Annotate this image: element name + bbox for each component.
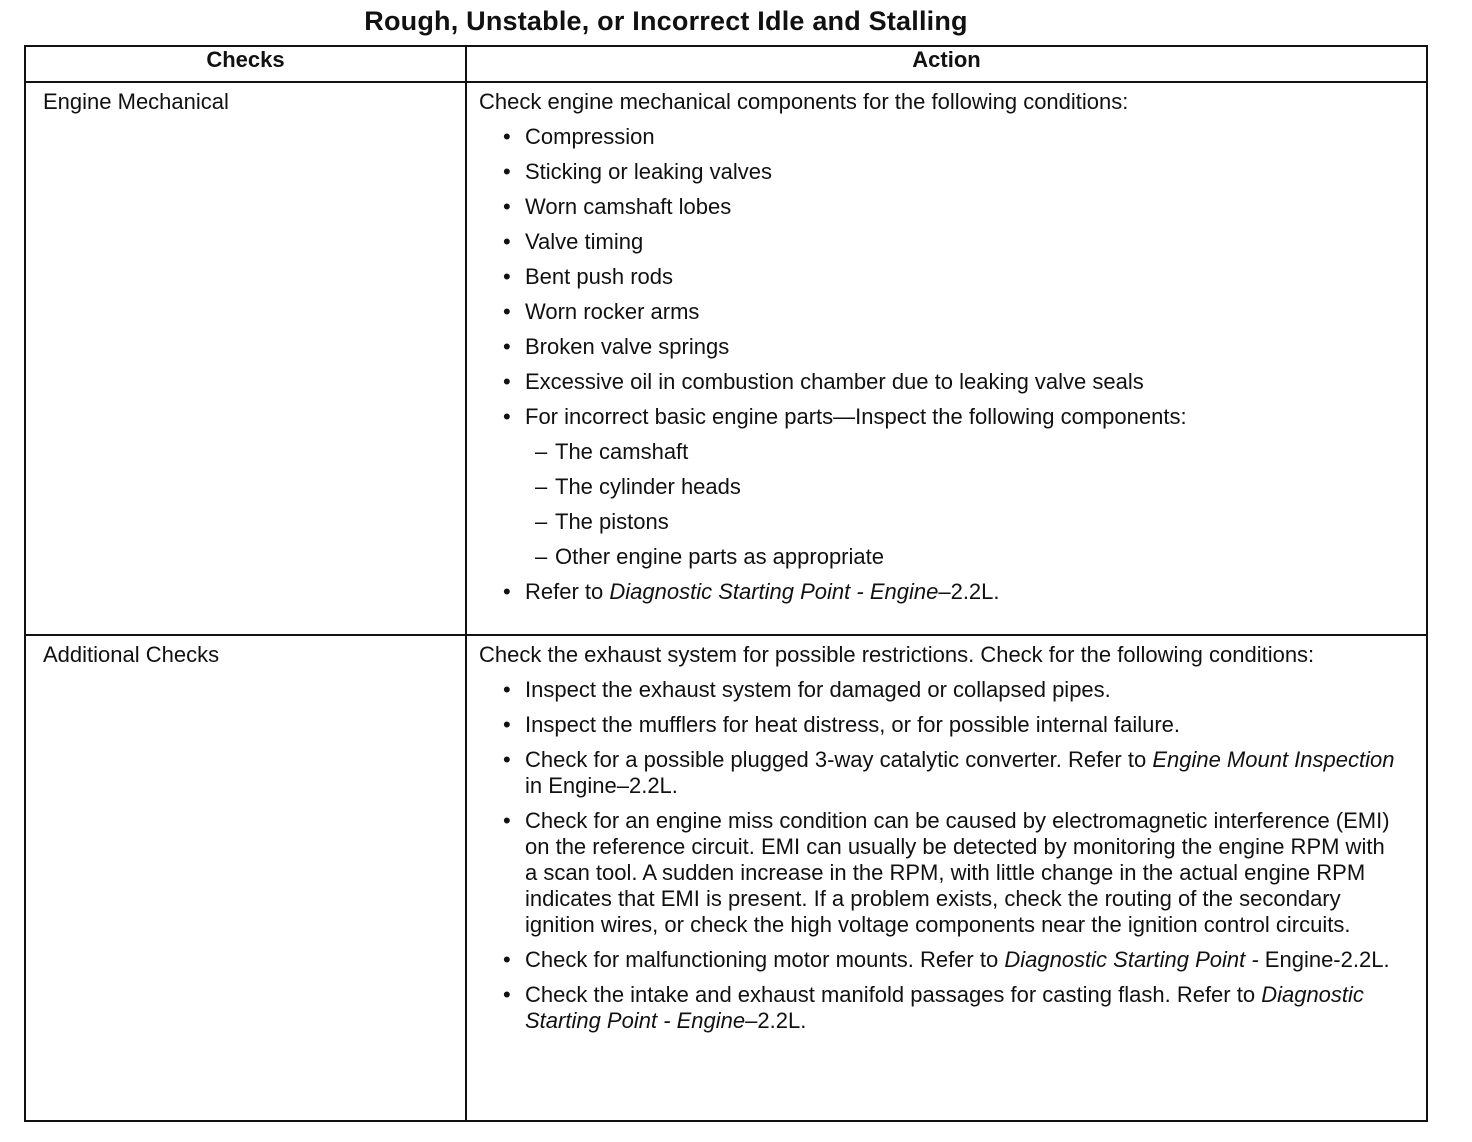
item-suffix: Engine-2.2L. xyxy=(1264,947,1390,972)
condition-list xyxy=(479,124,1402,605)
item-reference: Diagnostic Starting Point - Engine xyxy=(525,982,1364,1033)
action-cell xyxy=(466,635,1427,1121)
list-item xyxy=(501,982,1402,1034)
refer-suffix: –2.2L. xyxy=(938,579,1000,604)
item-reference: Diagnostic Starting Point - xyxy=(1004,947,1265,972)
list-item xyxy=(501,947,1402,973)
header-action: Action xyxy=(466,46,1427,82)
sub-list-item: – The pistons xyxy=(535,509,1402,535)
item-prefix: Check for malfunctioning motor mounts. Refer to xyxy=(525,947,1005,972)
list-item: • Broken valve springs xyxy=(501,334,1402,360)
list-item: • Bent push rods xyxy=(501,264,1402,290)
list-item xyxy=(501,579,1402,605)
list-item: • Compression xyxy=(501,124,1402,150)
page-title: Rough, Unstable, or Incorrect Idle and Stalling xyxy=(364,6,968,36)
item-suffix: –2.2L. xyxy=(745,1008,807,1033)
sub-list-item: – The cylinder heads xyxy=(535,474,1402,500)
list-item xyxy=(501,404,1402,570)
list-item-text: For incorrect basic engine parts—Inspect the following components: xyxy=(525,404,1187,429)
action-intro: Check the exhaust system for possible restrictions. Check for the following conditions: xyxy=(479,642,1315,667)
list-item: • Excessive oil in combustion chamber due to leaking valve seals xyxy=(501,369,1402,395)
list-item: • Inspect the exhaust system for damaged or collapsed pipes. xyxy=(501,677,1402,703)
list-item: • Valve timing xyxy=(501,229,1402,255)
item-reference: Engine Mount Inspection xyxy=(1152,747,1395,772)
list-item: • Worn camshaft lobes xyxy=(501,194,1402,220)
sub-list-item: – The camshaft xyxy=(535,439,1402,465)
item-prefix: Check the intake and exhaust manifold passages for casting flash. Refer to xyxy=(525,982,1262,1007)
list-item: • Inspect the mufflers for heat distress, or for possible internal failure. xyxy=(501,712,1402,738)
table-header-row xyxy=(25,46,1427,82)
component-sublist xyxy=(535,439,1402,570)
action-cell xyxy=(466,82,1427,635)
diagnostic-table xyxy=(24,45,1428,1122)
header-checks: Checks xyxy=(25,46,466,82)
refer-link-text: Diagnostic Starting Point - Engine xyxy=(609,579,939,604)
list-item: • Worn rocker arms xyxy=(501,299,1402,325)
check-cell: Engine Mechanical xyxy=(25,82,466,635)
list-item: • Sticking or leaking valves xyxy=(501,159,1402,185)
list-item xyxy=(501,747,1402,799)
action-intro: Check engine mechanical components for the following conditions: xyxy=(479,89,1129,114)
table-row-engine-mechanical xyxy=(25,82,1427,635)
condition-list xyxy=(479,677,1402,1034)
item-suffix: in Engine–2.2L. xyxy=(525,773,678,798)
sub-list-item: – Other engine parts as appropriate xyxy=(535,544,1402,570)
list-item: • Check for an engine miss condition can be caused by electromagnetic interference (EMI) on the reference circuit. EMI can usually be detected by monitoring the engine RPM with a scan tool. A sudden increase in the RPM, with little change in the actual engine RPM indicates that EMI is present. If a problem exists, check the routing of the secondary ignition wires, or check the high voltage components near the ignition control circuits. xyxy=(501,808,1402,938)
check-cell: Additional Checks xyxy=(25,635,466,1121)
refer-prefix: Refer to xyxy=(525,579,610,604)
item-prefix: Check for a possible plugged 3-way catalytic converter. Refer to xyxy=(525,747,1153,772)
table-row-additional-checks xyxy=(25,635,1427,1121)
